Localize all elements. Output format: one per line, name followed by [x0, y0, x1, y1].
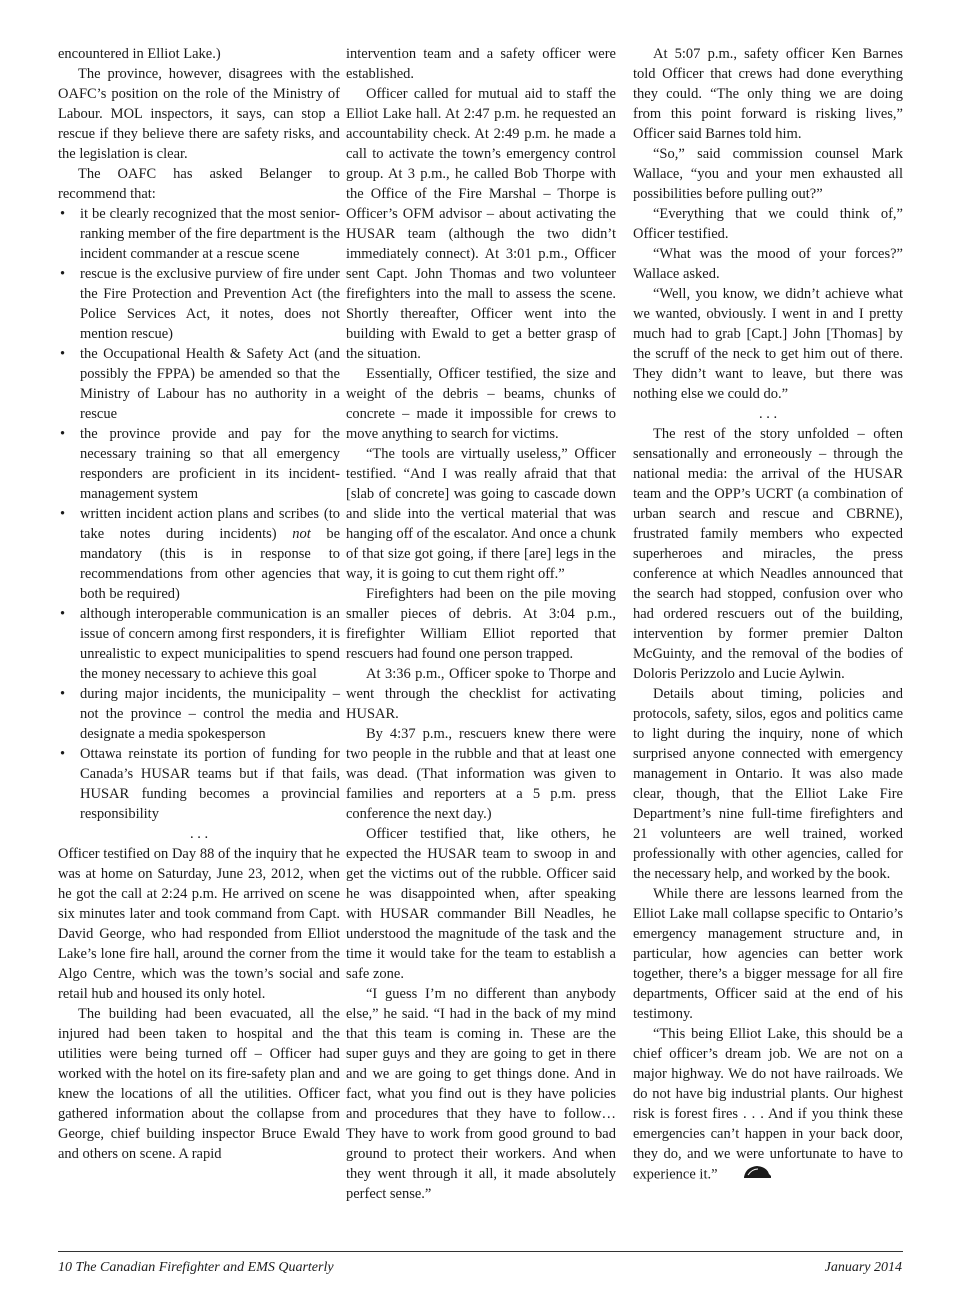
paragraph: At 3:36 p.m., Officer spoke to Thorpe and went through the checklist for activating HUSAR.: [346, 666, 616, 722]
paragraph: Details about timing, policies and protocols, safety, silos, egos and politics came to light during the inquiry, none of which surprised anyone connected with emergency management in Ontario. It was also made clear, though, that the Elliot Lake Fire Department’s nine full-time firefighters and 21 volunteers are well trained, worked professionally with other agencies, called for the necessary help, and worked by the book.: [633, 686, 903, 882]
footer-date: January 2014: [824, 1260, 902, 1275]
list-item: • the province provide and pay for the necessary training so that all emergency responders are proficient in its incident-management system: [60, 426, 340, 502]
paragraph: Firefighters had been on the pile moving smaller pieces of debris. At 3:04 p.m., firefighter William Elliot reported that rescuers had found one person trapped.: [346, 586, 616, 662]
list-item: • Ottawa reinstate its portion of funding for Canada’s HUSAR teams but if that fails, HUSAR funding becomes a provincial responsibility: [60, 746, 340, 822]
list-item: • during major incidents, the municipality – not the province – control the media and designate a media spokesperson: [60, 686, 340, 742]
footer-rule: [58, 1251, 903, 1252]
list-item: • written incident action plans and scribes (to take notes during incidents) not be mandatory (this is in response to recommendations from other agencies that both be required): [60, 506, 341, 602]
paragraph: “I guess I’m no different than anybody else,” he said. “I had in the back of my mind that this team is coming in. These are the super guys and they are going to get in there and we are going to get things done. And in fact, what you find out is they have policies and procedures that they have to follow…They have to work from good ground to bad ground to protect their workers. And when they went through it all, it made absolutely perfect sense.”: [346, 986, 616, 1202]
paragraph: Officer testified that, like others, he expected the HUSAR team to swoop in and get the victims out of the rubble. Officer said he was disappointed when, after speaking with HUSAR commander Bill Neadles, he understood the magnitude of the task and the time it would take for the team to establish a safe zone.: [346, 826, 616, 982]
paragraph: While there are lessons learned from the Elliot Lake mall collapse specific to Ontario’s emergency management structure and, in particular, how agencies can better work together, there’s a bigger message for all fire departments, Officer said at the end of his testimony.: [633, 886, 903, 1022]
list-item: • rescue is the exclusive purview of fire under the Fire Protection and Prevention Act (the Police Services Act, it notes, does not mention rescue): [60, 266, 340, 342]
list-item: • the Occupational Health & Safety Act (and possibly the FPPA) be amended so that the Ministry of Labour has no authority in a rescue: [60, 346, 340, 422]
paragraph: Officer testified on Day 88 of the inquiry that he was at home on Saturday, June 23, 2012, when he got the call at 2:24 p.m. He arrived on scene six minutes later and took command from Capt. David George, who had responded from Elliot Lake’s lone fire hall, around the corner from the Algo Centre, which was the town’s social and retail hub and housed its only hotel.: [58, 846, 340, 1002]
section-separator: . . .: [758, 406, 778, 422]
list-item-text: it be clearly recognized that the most senior-ranking member of the fire department is the incident commander at a rescue scene: [80, 206, 340, 262]
list-item-text: the Occupational Health & Safety Act (and possibly the FPPA) be amended so that the Ministry of Labour has no authority in a rescue: [80, 346, 340, 422]
paragraph: The building had been evacuated, all the injured had been taken to hospital and the utilities were being turned off – Officer had worked with the hotel on its fire-safety plan and knew the locations of all the utilities. Officer gathered information about the collapse from George, chief building inspector Bruce Ewald and others on scene. A rapid: [58, 1006, 340, 1162]
column-2: [346, 44, 616, 1204]
paragraph: [633, 1024, 903, 1186]
closing-quote-text: “This being Elliot Lake, this should be a chief officer’s dream job. We are not on a major highway. We do not have railroads. We do not have big industrial plants. Our highest risk is forest fires . . . And if you think these emergencies can’t happen in your back door, they do, and we were unfortunate to have to experience it.”: [633, 1026, 903, 1183]
paragraph: At 5:07 p.m., safety officer Ken Barnes told Officer that crews had done everything they could. “The only thing we are doing from this point forward is risking lives,” Officer said Barnes told him.: [633, 46, 903, 142]
paragraph: The rest of the story unfolded – often sensationally and erroneously – through the national media: the arrival of the HUSAR team and the OPP’s UCRT (a combination of urban search and rescue and CBRNE), frustrated family members who expected superheroes and miracles, the press conference at which Neadles announced that the search had stopped, confusion over who had ordered rescuers out of the building, intervention by former premier Dalton McGuinty, and the removal of the bodies of Doloris Perizzolo and Lucie Aylwin.: [633, 426, 903, 682]
list-item: • although interoperable communication is an issue of concern among first responders, it is unrealistic to expect municipalities to spend the money necessary to achieve this goal: [60, 606, 340, 682]
footer-publication: 10 The Canadian Firefighter and EMS Quarterly: [58, 1260, 334, 1275]
paragraph: Officer called for mutual aid to staff the Elliot Lake hall. At 2:47 p.m. he requested an accountability check. At 2:49 p.m. he made a call to activate the town’s emergency control group. At 3 p.m., he called Bob Thorpe with the Office of the Fire Marshal – Thorpe is Officer’s OFM advisor – about activating the HUSAR team (although the two didn’t immediately connect). At 3:01 p.m., Officer sent Capt. John Thomas and two volunteer firefighters into the mall to assess the scene. Shortly thereafter, Officer went into the building with Ewald to get a better grasp of the situation.: [346, 86, 616, 362]
paragraph: “So,” said commission counsel Mark Wallace, “you and your men exhausted all possibilities before pulling out?”: [633, 146, 903, 202]
list-item-text: rescue is the exclusive purview of fire under the Fire Protection and Prevention Act (the Police Services Act, it notes, does not mention rescue): [80, 266, 340, 342]
list-item: • it be clearly recognized that the most senior-ranking member of the fire department is the incident commander at a rescue scene: [60, 206, 340, 262]
paragraph: The province, however, disagrees with the OAFC’s position on the role of the Ministry of Labour. MOL inspectors, it says, can stop a rescue if they believe there are safety risks, and the legislation is clear.: [58, 66, 340, 162]
column-3: [633, 44, 903, 1186]
paragraph: The OAFC has asked Belanger to recommend that:: [58, 166, 340, 202]
list-item-text: the province provide and pay for the necessary training so that all emergency responders are proficient in its incident-management system: [80, 426, 340, 502]
column-1: [58, 44, 340, 1164]
firefighter-helmet-icon: [722, 1164, 772, 1186]
paragraph: intervention team and a safety officer were established.: [346, 46, 616, 82]
paragraph: “Well, you know, we didn’t achieve what we wanted, obviously. I went in and I pretty much had to grab [Capt.] John [Thomas] by the scruff of the neck to get him out of there. They didn’t want to leave, but there was nothing else we could do.”: [633, 286, 903, 402]
list-item-text: Ottawa reinstate its portion of funding for Canada’s HUSAR teams but if that fails, HUSAR funding becomes a provincial responsibility: [80, 746, 340, 822]
paragraph: Essentially, Officer testified, the size and weight of the debris – beams, chunks of concrete – made it impossible for crews to move anything to search for victims.: [346, 366, 616, 442]
recommendation-list: [58, 204, 340, 824]
list-item-text: during major incidents, the municipality – not the province – control the media and designate a media spokesperson: [80, 686, 340, 742]
paragraph: “Everything that we could think of,” Officer testified.: [633, 206, 903, 242]
paragraph: By 4:37 p.m., rescuers knew there were two people in the rubble and that at least one was dead. (That information was given to families and reporters at a 5 p.m. press conference the next day.): [346, 726, 616, 822]
paragraph: “What was the mood of your forces?” Wallace asked.: [633, 246, 903, 282]
list-item-text: although interoperable communication is an issue of concern among first responders, it is unrealistic to expect municipalities to spend the money necessary to achieve this goal: [80, 606, 340, 682]
paragraph: encountered in Elliot Lake.): [58, 46, 221, 62]
section-separator: . . .: [189, 826, 209, 842]
paragraph: “The tools are virtually useless,” Officer testified. “And I was really afraid that that [slab of concrete] was going to cascade down and slide into the vertical material that was hanging off of the escalator. And once a chunk of that size got going, if there [are] legs in the way, it is going to cut them right off.”: [346, 446, 616, 582]
list-item-text: written incident action plans and scribes (to take notes during incidents) not be mandatory (this is in response to recommendations from other agencies that both be required): [80, 506, 341, 602]
